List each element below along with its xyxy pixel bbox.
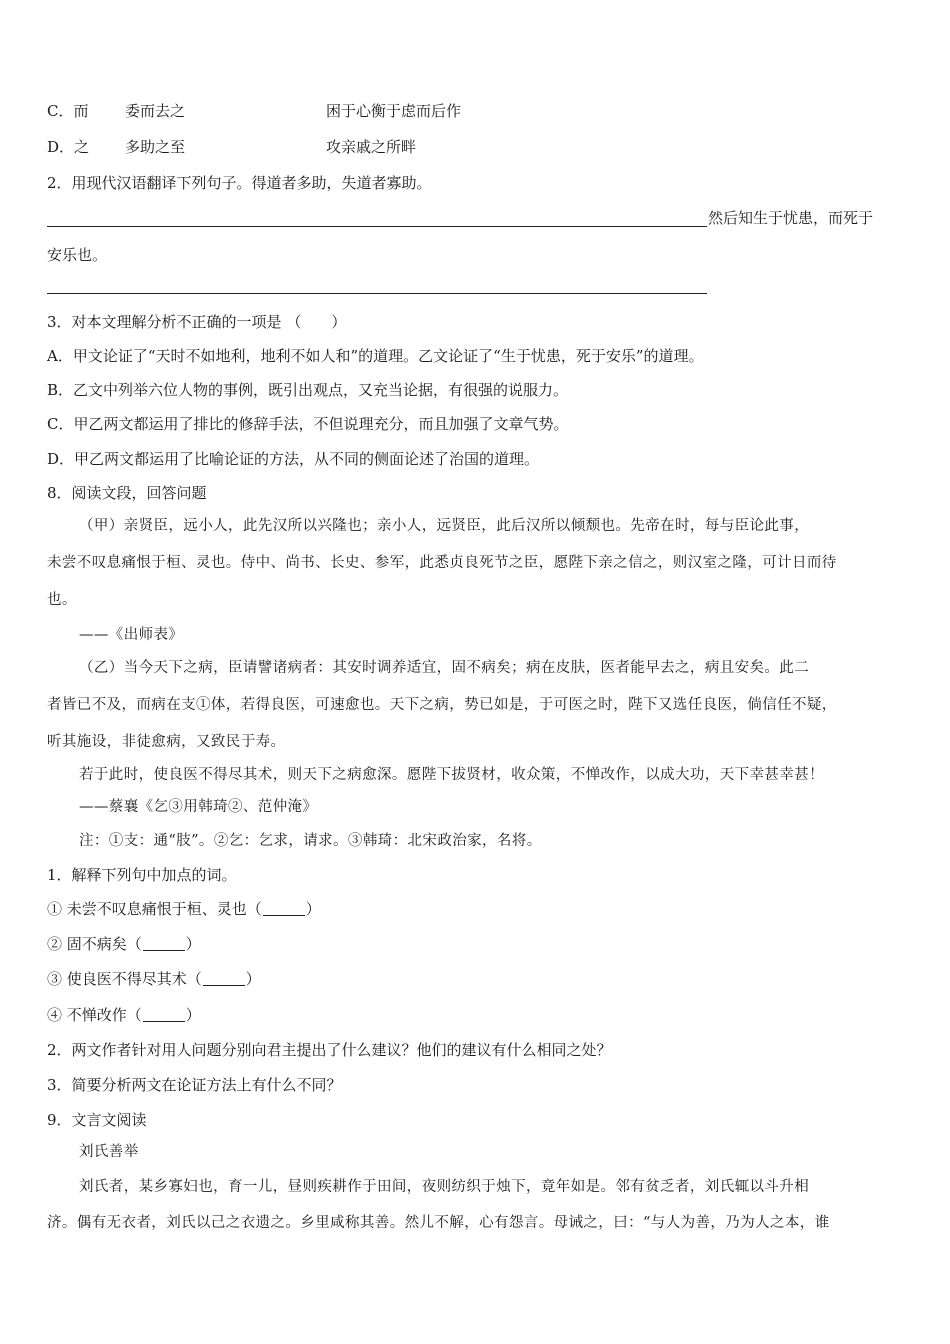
question-9-line-1: 刘氏者，某乡寡妇也，育一儿，昼则疾耕作于田间，夜则纺织于烛下，竟年如是。邻有贫乏者，刘氏辄以斗升相 bbox=[79, 1179, 810, 1195]
question-9-line-2: 济。偶有无衣者，刘氏以己之衣遗之。乡里咸称其善。然儿不解，心有怨言。母诫之，曰：“与人为善，乃为人之本，谁 bbox=[47, 1215, 830, 1231]
passage-jia-line-2: 未尝不叹息痛恨于桓、灵也。侍中、尚书、长史、参军，此悉贞良死节之臣，愿陛下亲之信之，则汉室之隆，可计日而待 bbox=[47, 555, 837, 571]
question-2b-sentence-cont: 安乐也。 bbox=[47, 246, 108, 264]
question-8-heading: 8．阅读文段，回答问题 bbox=[47, 484, 207, 502]
item-close: ） bbox=[305, 900, 321, 918]
question-3: 3．对本文理解分析不正确的一项是 （ ） bbox=[47, 313, 347, 331]
answer-line-1 bbox=[47, 226, 707, 227]
answer-blank[interactable] bbox=[143, 936, 185, 951]
question-2b-sentence: 然后知生于忧患，而死于 bbox=[708, 209, 874, 227]
passage-jia-line-1: （甲）亲贤臣，远小人，此先汉所以兴隆也；亲小人，远贤臣，此后汉所以倾颓也。先帝在时，每与臣论此事， bbox=[79, 518, 810, 534]
subquestion-2: 2．两文作者针对用人问题分别向君主提出了什么建议？他们的建议有什么相同之处？ bbox=[47, 1041, 612, 1059]
item-close: ） bbox=[245, 970, 261, 988]
item-text: ③ 使良医不得尽其术（ bbox=[47, 970, 202, 988]
passage-yi-source: ——蔡襄《乞③用韩琦②、范仲淹》 bbox=[79, 799, 318, 815]
option-c-letter: C．而 bbox=[47, 102, 89, 120]
item-close: ） bbox=[185, 935, 201, 953]
answer-blank[interactable] bbox=[143, 1007, 185, 1022]
option-c-phrase-b: 困于心衡于虑而后作 bbox=[326, 102, 462, 120]
item-text: ④ 不惮改作（ bbox=[47, 1006, 142, 1024]
item-text: ② 固不病矣（ bbox=[47, 935, 142, 953]
question-3-option-a: A．甲文论证了“天时不如地利，地利不如人和”的道理。乙文论证了“生于忧患，死于安乐”的道理。 bbox=[47, 347, 704, 365]
question-9-title: 刘氏善举 bbox=[79, 1144, 139, 1160]
answer-line-2 bbox=[47, 293, 707, 294]
subquestion-1: 1．解释下列句中加点的词。 bbox=[47, 866, 237, 884]
answer-blank[interactable] bbox=[263, 901, 305, 916]
passage-note: 注：①支：通“肢”。②乞：乞求，请求。③韩琦：北宋政治家，名将。 bbox=[79, 833, 542, 849]
option-d-phrase-a: 多助之至 bbox=[125, 138, 186, 156]
option-d-letter: D．之 bbox=[47, 138, 90, 156]
item-close: ） bbox=[185, 1006, 201, 1024]
passage-yi-line-3: 听其施设，非徒愈病，又致民于寿。 bbox=[47, 734, 286, 750]
item-text: ① 未尝不叹息痛恨于桓、灵也（ bbox=[47, 900, 262, 918]
question-2-translate: 2．用现代汉语翻译下列句子。得道者多助，失道者寡助。 bbox=[47, 174, 432, 192]
passage-yi-line-2: 者皆已不及，而病在支①体，若得良医，可速愈也。天下之病，势已如是，于可医之时，陛下又选任良医，倘信任不疑， bbox=[47, 697, 837, 713]
option-c-phrase-a: 委而去之 bbox=[125, 102, 186, 120]
subquestion-1-item-4 bbox=[47, 1004, 201, 1026]
subquestion-1-item-2 bbox=[47, 933, 201, 955]
question-9-heading: 9．文言文阅读 bbox=[47, 1111, 147, 1129]
question-3-option-b: B．乙文中列举六位人物的事例，既引出观点，又充当论据，有很强的说服力。 bbox=[47, 381, 569, 399]
passage-jia-source: ——《出师表》 bbox=[79, 627, 184, 643]
option-d-phrase-b: 攻亲戚之所畔 bbox=[326, 138, 417, 156]
question-3-option-c: C．甲乙两文都运用了排比的修辞手法，不但说理充分，而且加强了文章气势。 bbox=[47, 415, 569, 433]
question-3-option-d: D．甲乙两文都运用了比喻论证的方法，从不同的侧面论述了治国的道理。 bbox=[47, 450, 540, 468]
passage-yi-line-4: 若于此时，使良医不得尽其术，则天下之病愈深。愿陛下拔贤材，收众策，不惮改作，以成大功，天下幸甚幸甚！ bbox=[79, 767, 824, 783]
answer-blank[interactable] bbox=[203, 971, 245, 986]
passage-yi-line-1: （乙）当今天下之病，臣请譬诸病者：其安时调养适宜，固不病矣；病在皮肤，医者能早去之，病且安矣。此二 bbox=[79, 660, 810, 676]
passage-jia-line-3: 也。 bbox=[47, 592, 77, 608]
subquestion-1-item-1 bbox=[47, 898, 321, 920]
subquestion-1-item-3 bbox=[47, 968, 261, 990]
subquestion-3: 3．简要分析两文在论证方法上有什么不同？ bbox=[47, 1076, 342, 1094]
